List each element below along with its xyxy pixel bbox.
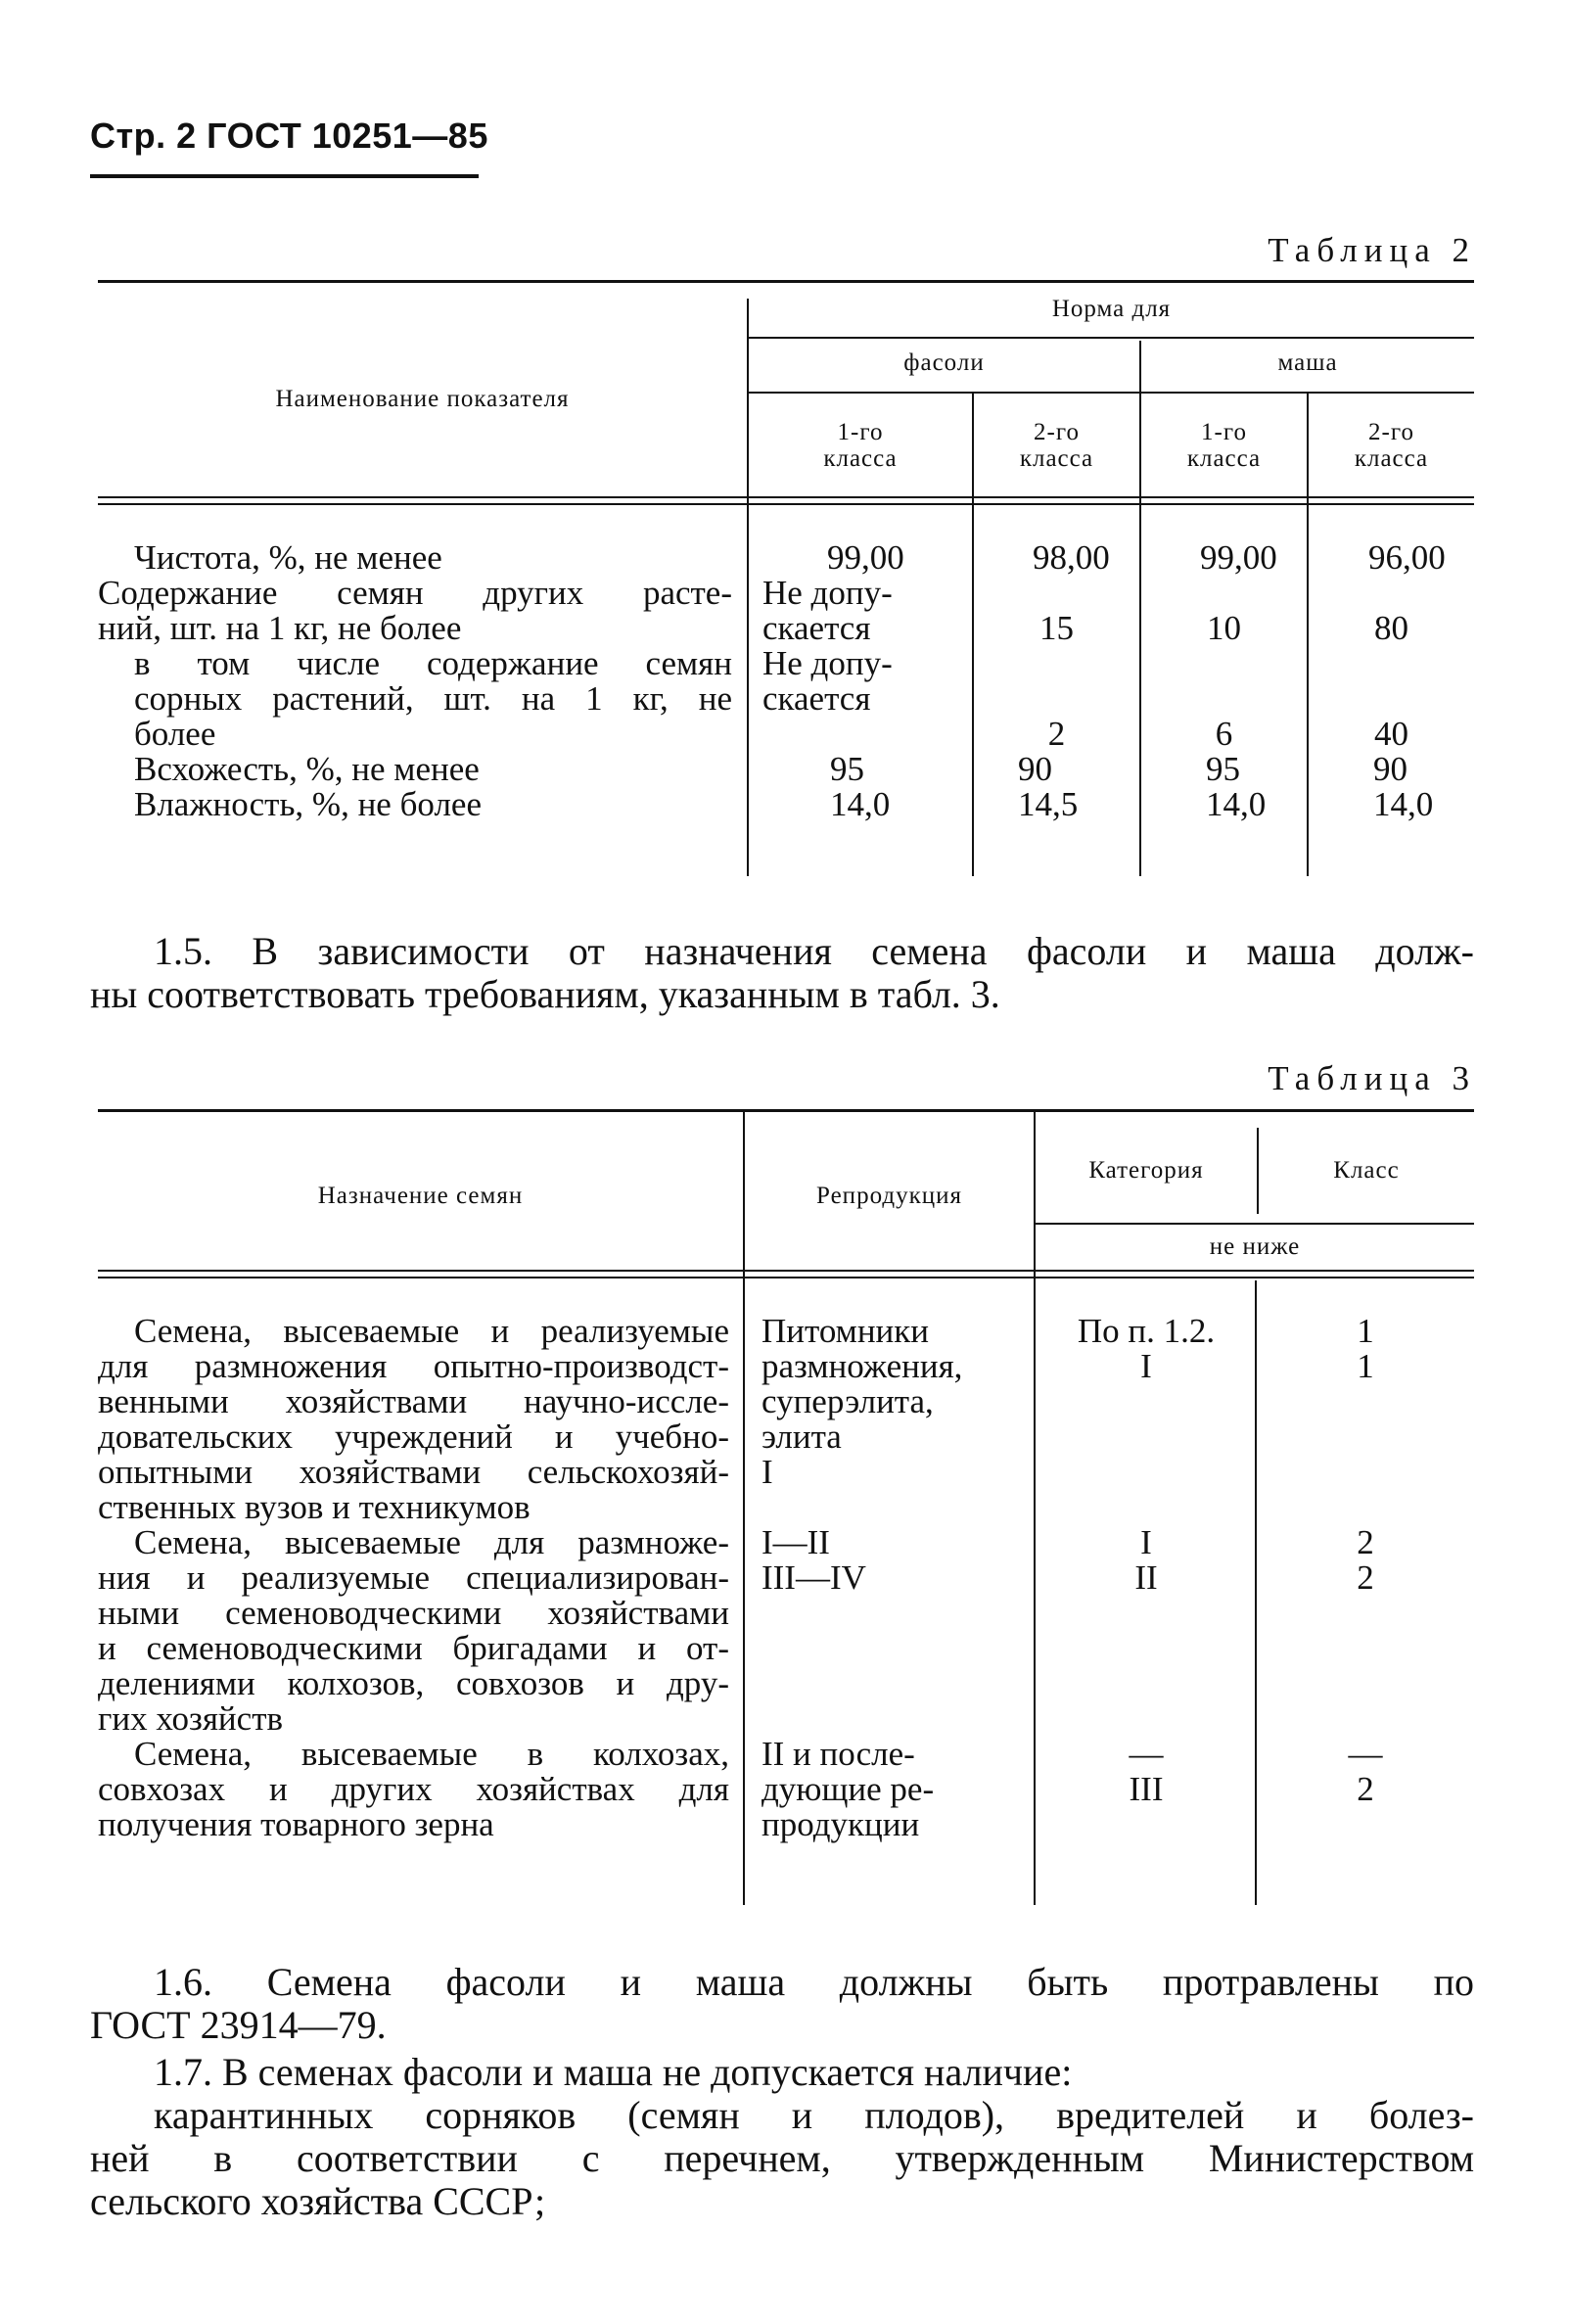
table2-header-rule-a xyxy=(98,496,1474,498)
table3-row-class: 2 2 xyxy=(1357,1523,1374,1597)
table3-header-rule-a xyxy=(98,1270,1474,1272)
table3-row-category: I II xyxy=(1134,1523,1158,1597)
table2-cell: 99,00 xyxy=(1200,538,1277,577)
table3-row-category: — III xyxy=(1129,1735,1164,1808)
table2-cell: 2 xyxy=(1047,715,1066,753)
table2-cell: 95 xyxy=(830,750,864,788)
table2-cell: 80 xyxy=(1374,609,1408,647)
table3-header-category: Категория xyxy=(1088,1157,1204,1184)
table2-row-name: Всхожесть, %, не менее xyxy=(134,750,480,788)
table2-cell: 14,0 xyxy=(1373,785,1434,823)
table2-cell: 40 xyxy=(1374,715,1408,753)
table3-vrule-1 xyxy=(743,1112,745,1905)
table2-norm-rule xyxy=(747,337,1474,339)
table2-header-fasoli-class2: 2-го класса xyxy=(1019,419,1094,472)
table2-cell: 98,00 xyxy=(1033,538,1110,577)
table2-cell: 95 xyxy=(1206,750,1240,788)
table2-cell: Не допу- скается xyxy=(762,644,893,718)
table2-header-indicator: Наименование показателя xyxy=(275,386,570,412)
header-underline xyxy=(90,174,479,178)
table3-top-rule xyxy=(98,1109,1474,1112)
table3-row-class: — 2 xyxy=(1348,1735,1383,1808)
table2-group-rule xyxy=(747,392,1474,394)
table2-cell: 96,00 xyxy=(1368,538,1446,577)
table2-cell: 14,0 xyxy=(830,785,891,823)
table2-row-name: Влажность, %, не более xyxy=(134,785,482,823)
table3-row-purpose: Семена, высеваемые и реализуемые для размножения опытно-производст- венными хозяйствами научно-иссле- довательских учреждений и учебно- опытными хозяйствами сельскохозяй- ственных вузов и техникумов xyxy=(98,1312,729,1526)
table2-caption: Таблица 2 xyxy=(1268,231,1476,269)
table2-row-name: Содержание семян других расте- ний, шт. на 1 кг, не более xyxy=(98,574,732,647)
table3-row-reproduction: I—II III—IV xyxy=(761,1523,866,1597)
paragraph-1-6: 1.6. Семена фасоли и маша должны быть протравлены по ГОСТ 23914—79. xyxy=(90,1960,1474,2047)
table2-cell: 15 xyxy=(1039,609,1074,647)
table2-cell: 14,5 xyxy=(1018,785,1079,823)
table2-header-fasoli-class1: 1-го класса xyxy=(823,419,898,472)
table3-row-reproduction: II и после- дующие ре- продукции xyxy=(761,1735,935,1843)
table2-top-rule xyxy=(98,280,1474,283)
table3-row-purpose: Семена, высеваемые для размноже- ния и реализуемые специализирован- ными семеноводческими хозяйствами и семеноводческими бригадами и от- делениями колхозов, совхозов и дру- гих хозяйств xyxy=(98,1523,729,1738)
paragraph-1-5: 1.5. В зависимости от назначения семена фасоли и маша долж- ны соответствовать требованиям, указанным в табл. 3. xyxy=(90,929,1474,1016)
table3-row-purpose: Семена, высеваемые в колхозах, совхозах и других хозяйствах для получения товарного зерна xyxy=(98,1735,729,1843)
table3-header-reproduction: Репродукция xyxy=(816,1183,962,1209)
table2-header-masha-class2: 2-го класса xyxy=(1354,419,1429,472)
page-number: Стр. 2 xyxy=(90,116,197,156)
table3-header-class: Класс xyxy=(1333,1157,1400,1184)
table2-cell: 6 xyxy=(1215,715,1233,753)
table3-caption: Таблица 3 xyxy=(1268,1059,1476,1097)
table2-header-rule-b xyxy=(98,503,1474,505)
table3-row-class: 1 1 xyxy=(1357,1312,1374,1385)
table2-row-name: Чистота, %, не менее xyxy=(134,538,442,577)
standard-number: ГОСТ 10251—85 xyxy=(207,116,488,156)
table2-vrule-1 xyxy=(747,299,749,876)
table2-cell: 99,00 xyxy=(827,538,904,577)
table2-cell: 10 xyxy=(1207,609,1241,647)
table3-header-not-lower: не ниже xyxy=(1209,1233,1301,1260)
table3-row-category: По п. 1.2. I xyxy=(1077,1312,1216,1385)
table3-row-reproduction: Питомники размножения, суперэлита, элита I xyxy=(761,1312,963,1491)
table3-header-rule-b xyxy=(98,1277,1474,1278)
table2-cell: 90 xyxy=(1373,750,1407,788)
table3-header-purpose: Назначение семян xyxy=(317,1183,524,1209)
table2-header-fasoli: фасоли xyxy=(903,349,985,376)
table2-header-masha: маша xyxy=(1277,349,1338,376)
table2-header-norm: Норма для xyxy=(1051,296,1172,322)
table2-cell: 90 xyxy=(1018,750,1052,788)
table2-cell: Не допу- скается xyxy=(762,574,893,647)
table3-notlower-rule xyxy=(1036,1223,1474,1225)
table2-header-masha-class1: 1-го класса xyxy=(1186,419,1262,472)
paragraph-1-7: 1.7. В семенах фасоли и маша не допускается наличие: карантинных сорняков (семян и плодов), вредителей и болез- ней в соответствии с перечнем, утвержденным Министерством сельского хозяйства СССР; xyxy=(90,2050,1474,2223)
table2-cell: 14,0 xyxy=(1206,785,1267,823)
page-header xyxy=(90,116,488,157)
table2-row-name: в том числе содержание семян сорных растений, шт. на 1 кг, не более xyxy=(134,644,732,753)
